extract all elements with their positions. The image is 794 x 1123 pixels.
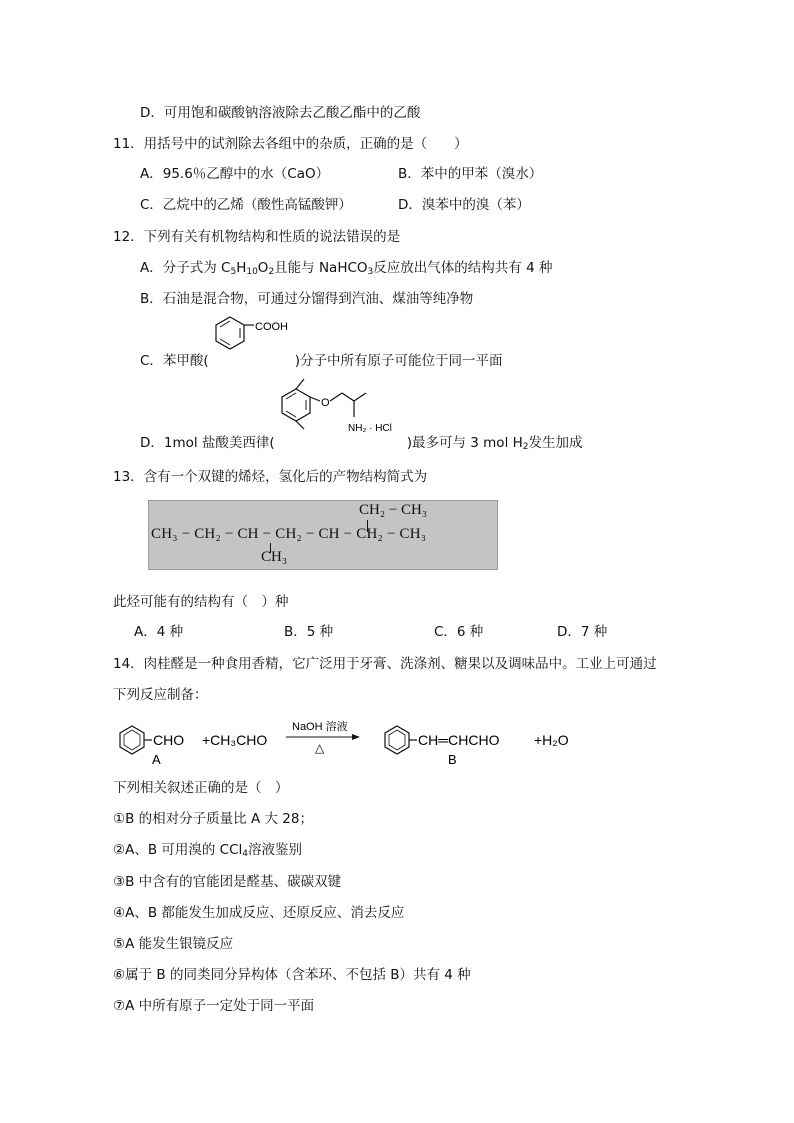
product-b: CH═CHCHO (418, 732, 500, 748)
q12d-text-1: D．1mol 盐酸美西律( (140, 435, 275, 451)
alkane-methyl-branch: CH₃ (261, 549, 288, 565)
s2-text-2: 溶液鉴别 (248, 842, 303, 858)
q12d-text-3: 发生加成 (528, 435, 583, 451)
q11-option-c: C．乙烷中的乙烯（酸性高锰酸钾） (140, 197, 352, 213)
statement-1: ①B 的相对分子质量比 A 大 28； (113, 811, 313, 827)
question-13: 13．含有一个双键的烯烃，氢化后的产物结构简式为 (113, 469, 428, 485)
q14-prompt: 下列相关叙述正确的是（ ） (113, 780, 289, 796)
q13-option-c: C．6 种 (434, 624, 484, 640)
product-water: +H₂O (534, 732, 569, 748)
q12a-sub-4: 3 (367, 267, 374, 277)
q12c-text-2: )分子中所有原子可能位于同一平面 (294, 353, 503, 369)
reactant-a-cho: CHO (153, 732, 185, 748)
q10-option-d: D．可用饱和碳酸钠溶液除去乙酸乙酯中的乙酸 (140, 105, 421, 121)
alkane-ethyl-branch: CH₂ − CH₃ (359, 502, 428, 518)
statement-6: ⑥属于 B 的同类同分异构体（含苯环、不包括 B）共有 4 种 (113, 967, 471, 983)
q12d-sub: 2 (522, 442, 529, 452)
reaction-scheme (112, 716, 592, 768)
q12a-h: H (236, 260, 247, 276)
mexiletine-o-label: O (321, 397, 330, 409)
question-14-line-1: 14．肉桂醛是一种食用香精，它广泛用于牙膏、洗涤剂、糖果以及调味品中。工业上可通过 (113, 656, 657, 672)
q13-option-b: B．5 种 (284, 624, 334, 640)
statement-3: ③B 中含有的官能团是醛基、碳碳双键 (113, 874, 342, 890)
statement-4: ④A、B 都能发生加成反应、还原反应、消去反应 (113, 905, 405, 921)
q12a-sub-1: 5 (230, 267, 237, 277)
benzoic-cooh-label: COOH (255, 321, 288, 333)
label-a: A (152, 752, 161, 767)
q12d-text-2: )最多可与 3 mol H (406, 435, 523, 451)
q12-option-d (140, 433, 583, 453)
q13-prompt: 此烃可能有的结构有（ ）种 (113, 594, 289, 610)
q12a-text-2: 且能与 NaHCO (274, 260, 368, 276)
q12-option-c (140, 351, 502, 371)
q11-option-d: D．溴苯中的溴（苯） (398, 197, 530, 213)
question-11: 11．用括号中的试剂除去各组中的杂质，正确的是（ ） (113, 136, 468, 152)
alkane-structure-box (148, 500, 498, 570)
condition-naoh: NaOH 溶液 (292, 721, 348, 733)
q11-option-b: B．苯中的甲苯（溴水） (398, 166, 543, 182)
q12c-text-1: C．苯甲酸( (140, 353, 209, 369)
q12a-text-3: 反应放出气体的结构共有 4 种 (373, 260, 553, 276)
q12a-sub-3: 2 (268, 267, 275, 277)
q13-option-d: D．7 种 (557, 624, 608, 640)
mexiletine-structure (272, 373, 442, 435)
q12a-text-1: A．分子式为 C (140, 260, 231, 276)
question-12: 12．下列有关有机物结构和性质的说法错误的是 (113, 229, 401, 245)
statement-7: ⑦A 中所有原子一定处于同一平面 (113, 998, 315, 1014)
condition-heat: △ (315, 741, 325, 755)
q12a-sub-2: 10 (246, 267, 258, 277)
q13-option-a: A．4 种 (134, 624, 184, 640)
s2-text-1: ②A、B 可用溴的 CCl (113, 842, 243, 858)
reactant-acetaldehyde: +CH₃CHO (202, 732, 268, 748)
s2-sub: 4 (242, 849, 249, 859)
statement-2 (113, 840, 302, 860)
alkane-main-chain: CH₃ − CH₂ − CH − CH₂ − CH − CH₂ − CH₃ (151, 526, 427, 542)
q11-option-a: A．95.6％乙醇中的水（CaO） (140, 166, 330, 182)
q12-option-a (140, 258, 552, 278)
q12-option-b: B．石油是混合物，可通过分馏得到汽油、煤油等纯净物 (140, 291, 474, 307)
statement-5: ⑤A 能发生银镜反应 (113, 936, 234, 952)
label-b: B (448, 752, 457, 767)
question-14-line-2: 下列反应制备： (113, 687, 208, 703)
q12a-o: O (257, 260, 269, 276)
benzoic-acid-structure (210, 313, 300, 355)
mexiletine-amine-label: NH₂ · HCl (348, 423, 392, 434)
